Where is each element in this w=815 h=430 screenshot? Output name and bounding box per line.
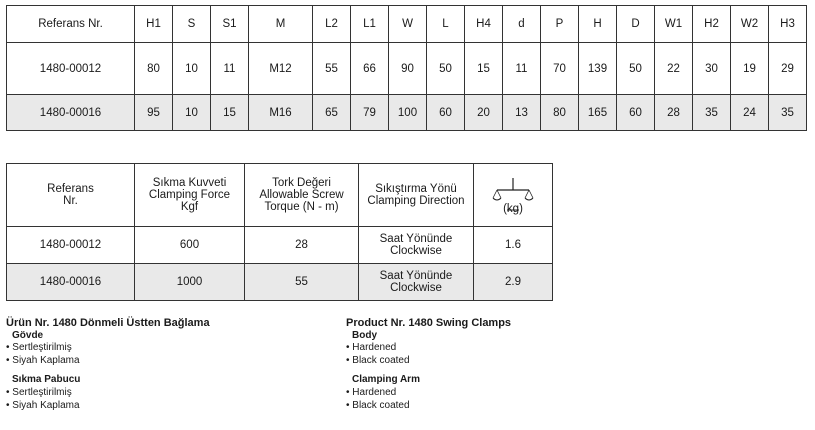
header-weight xyxy=(474,164,553,227)
cell-w2: 24 xyxy=(731,95,769,131)
header-text: Allowable Screw xyxy=(259,189,344,201)
list-item: • Black coated xyxy=(346,354,410,366)
list-item: • Siyah Kaplama xyxy=(6,354,80,366)
cell-w: 100 xyxy=(389,95,427,131)
direction-en: Clockwise xyxy=(390,282,442,294)
cell-h2: 35 xyxy=(693,95,731,131)
header-text: Clamping Force xyxy=(148,189,231,201)
cell-w: 90 xyxy=(389,43,427,95)
notes-section-heading: Sıkma Pabucu xyxy=(12,374,81,386)
weight-unit-label: (kg) xyxy=(503,202,523,215)
header-clamping-force xyxy=(135,164,245,227)
header-d: d xyxy=(503,6,541,43)
header-h1: H1 xyxy=(135,6,173,43)
cell-direction xyxy=(359,227,474,264)
cell-s1: 11 xyxy=(211,43,249,95)
header-d: D xyxy=(617,6,655,43)
cell-s: 10 xyxy=(173,95,211,131)
cell-h1: 95 xyxy=(135,95,173,131)
header-m: M xyxy=(249,6,313,43)
list-item: • Sertleştirilmiş xyxy=(6,342,72,354)
cell-h3: 29 xyxy=(769,43,807,95)
list-item: • Siyah Kaplama xyxy=(6,399,80,411)
dimensions-header-row xyxy=(7,6,807,43)
cell-weight: 1.6 xyxy=(474,227,553,264)
cell-s1: 15 xyxy=(211,95,249,131)
header-l: L xyxy=(427,6,465,43)
header-text: Torque (N - m) xyxy=(264,201,339,213)
header-s1: S1 xyxy=(211,6,249,43)
header-clamping-direction xyxy=(359,164,474,227)
notes-title: Product Nr. 1480 Swing Clamps xyxy=(346,317,512,329)
header-w1: W1 xyxy=(655,6,693,43)
table-row xyxy=(7,227,553,264)
cell-w1: 22 xyxy=(655,43,693,95)
header-h2: H2 xyxy=(693,6,731,43)
header-text: Sıkma Kuvveti xyxy=(152,177,227,189)
header-text: Tork Değeri xyxy=(272,177,331,189)
header-s: S xyxy=(173,6,211,43)
table-row xyxy=(7,43,807,95)
header-l1: L1 xyxy=(351,6,389,43)
direction-en: Clockwise xyxy=(390,245,442,257)
cell-l1: 79 xyxy=(351,95,389,131)
cell-w1: 28 xyxy=(655,95,693,131)
cell-reference: 1480-00012 xyxy=(7,43,135,95)
notes-section-heading: Body xyxy=(352,329,377,341)
cell-direction xyxy=(359,264,474,301)
header-reference xyxy=(7,164,135,227)
cell-w2: 19 xyxy=(731,43,769,95)
header-reference: Referans Nr. xyxy=(7,6,135,43)
cell-l: 60 xyxy=(427,95,465,131)
notes-title: Ürün Nr. 1480 Dönmeli Üstten Bağlama xyxy=(6,317,210,329)
header-h: H xyxy=(579,6,617,43)
cell-h4: 15 xyxy=(465,43,503,95)
cell-l1: 66 xyxy=(351,43,389,95)
cell-l2: 55 xyxy=(313,43,351,95)
direction-tr: Saat Yönünde xyxy=(379,270,453,282)
header-text: Nr. xyxy=(63,195,78,207)
list-item: • Black coated xyxy=(346,399,410,411)
header-torque xyxy=(245,164,359,227)
cell-s: 10 xyxy=(173,43,211,95)
cell-l2: 65 xyxy=(313,95,351,131)
cell-h: 165 xyxy=(579,95,617,131)
cell-force: 600 xyxy=(135,227,245,264)
cell-m: M16 xyxy=(249,95,313,131)
cell-l: 50 xyxy=(427,43,465,95)
list-item: • Sertleştirilmiş xyxy=(6,386,72,398)
header-h3: H3 xyxy=(769,6,807,43)
header-text: Clamping Direction xyxy=(367,195,465,207)
direction-tr: Saat Yönünde xyxy=(379,233,453,245)
notes-english xyxy=(346,317,511,412)
cell-h3: 35 xyxy=(769,95,807,131)
notes-turkish xyxy=(6,317,210,412)
cell-torque: 55 xyxy=(245,264,359,301)
cell-force: 1000 xyxy=(135,264,245,301)
cell-h1: 80 xyxy=(135,43,173,95)
dimensions-table xyxy=(6,5,807,131)
cell-d: 50 xyxy=(617,43,655,95)
cell-d: 13 xyxy=(503,95,541,131)
cell-d: 60 xyxy=(617,95,655,131)
header-text: Sıkıştırma Yönü xyxy=(375,183,457,195)
table-row xyxy=(7,95,807,131)
cell-reference: 1480-00012 xyxy=(7,227,135,264)
list-item: • Hardened xyxy=(346,386,397,398)
cell-h: 139 xyxy=(579,43,617,95)
notes-section-heading: Clamping Arm xyxy=(352,374,420,386)
header-w: W xyxy=(389,6,427,43)
table-row xyxy=(7,264,553,301)
cell-h4: 20 xyxy=(465,95,503,131)
clamping-header-row xyxy=(7,164,553,227)
header-text: Referans xyxy=(47,183,94,195)
cell-torque: 28 xyxy=(245,227,359,264)
list-item: • Hardened xyxy=(346,342,397,354)
cell-p: 70 xyxy=(541,43,579,95)
notes-section-heading: Gövde xyxy=(12,329,44,341)
cell-h2: 30 xyxy=(693,43,731,95)
header-text: Kgf xyxy=(180,201,199,213)
cell-p: 80 xyxy=(541,95,579,131)
header-l2: L2 xyxy=(313,6,351,43)
cell-weight: 2.9 xyxy=(474,264,553,301)
cell-reference: 1480-00016 xyxy=(7,95,135,131)
header-w2: W2 xyxy=(731,6,769,43)
header-p: P xyxy=(541,6,579,43)
cell-d: 11 xyxy=(503,43,541,95)
header-h4: H4 xyxy=(465,6,503,43)
cell-reference: 1480-00016 xyxy=(7,264,135,301)
cell-m: M12 xyxy=(249,43,313,95)
clamping-table xyxy=(6,163,553,301)
